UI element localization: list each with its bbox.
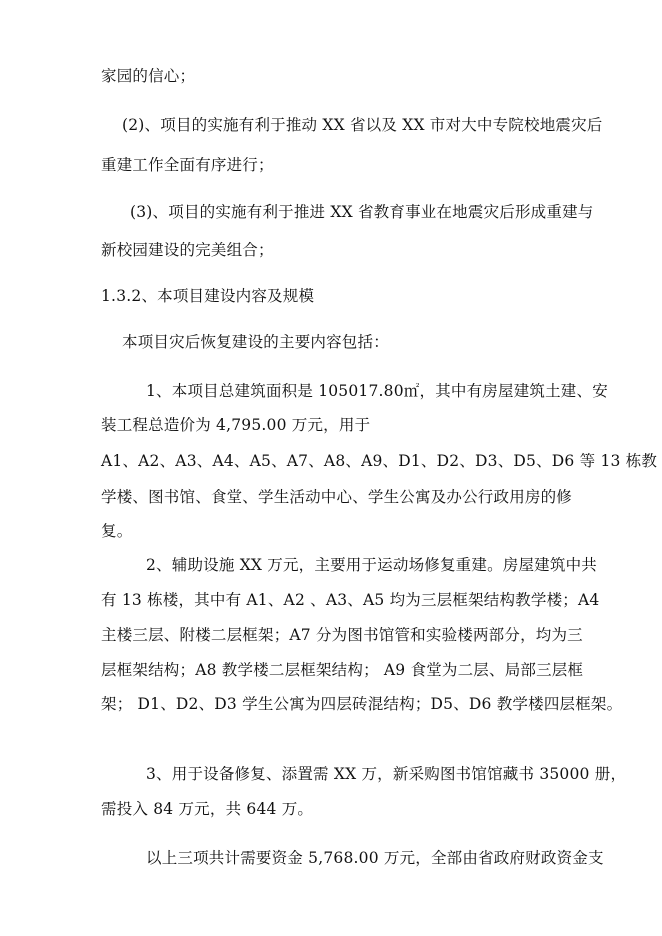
text-line: 层框架结构；A8 教学楼二层框架结构； A9 食堂为二层、局部三层框: [101, 661, 584, 679]
text-line: (2)、项目的实施有利于推动 XX 省以及 XX 市对大中专院校地震灾后: [122, 116, 603, 134]
text-line: 2、辅助设施 XX 万元，主要用于运动场修复重建。房屋建筑中共: [146, 556, 597, 574]
text-line: 1、本项目总建筑面积是 105017.80㎡，其中有房屋建筑土建、安: [146, 382, 608, 400]
text-line: 复。: [101, 522, 133, 540]
text-line: 学楼、图书馆、食堂、学生活动中心、学生公寓及办公行政用房的修: [101, 488, 573, 506]
text-line: A1、A2、A3、A4、A5、A7、A8、A9、D1、D2、D3、D5、D6 等 13 栋教: [101, 452, 658, 470]
text-line: 家园的信心；: [101, 67, 196, 85]
text-line: 架； D1、D2、D3 学生公寓为四层砖混结构；D5、D6 教学楼四层框架。: [101, 695, 623, 713]
text-line: 装工程总造价为 4,795.00 万元，用于: [101, 416, 371, 434]
text-line: 本项目灾后恢复建设的主要内容包括：: [122, 333, 389, 351]
text-line: 有 13 栋楼，其中有 A1、A2 、A3、A5 均为三层框架结构教学楼；A4: [101, 591, 600, 609]
text-line: 需投入 84 万元，共 644 万。: [101, 800, 314, 818]
text-line: 3、用于设备修复、添置需 XX 万，新采购图书馆馆藏书 35000 册，: [146, 765, 627, 783]
text-line: 主楼三层、附楼二层框架；A7 分为图书馆管和实验楼两部分，均为三: [101, 626, 583, 644]
text-line: 以上三项共计需要资金 5,768.00 万元，全部由省政府财政资金支: [146, 849, 604, 867]
section-heading: 1.3.2、本项目建设内容及规模: [101, 287, 315, 305]
text-line: 新校园建设的完美组合；: [101, 241, 274, 259]
text-line: 重建工作全面有序进行；: [101, 156, 274, 174]
text-line: (3)、项目的实施有利于推进 XX 省教育事业在地震灾后形成重建与: [130, 203, 594, 221]
